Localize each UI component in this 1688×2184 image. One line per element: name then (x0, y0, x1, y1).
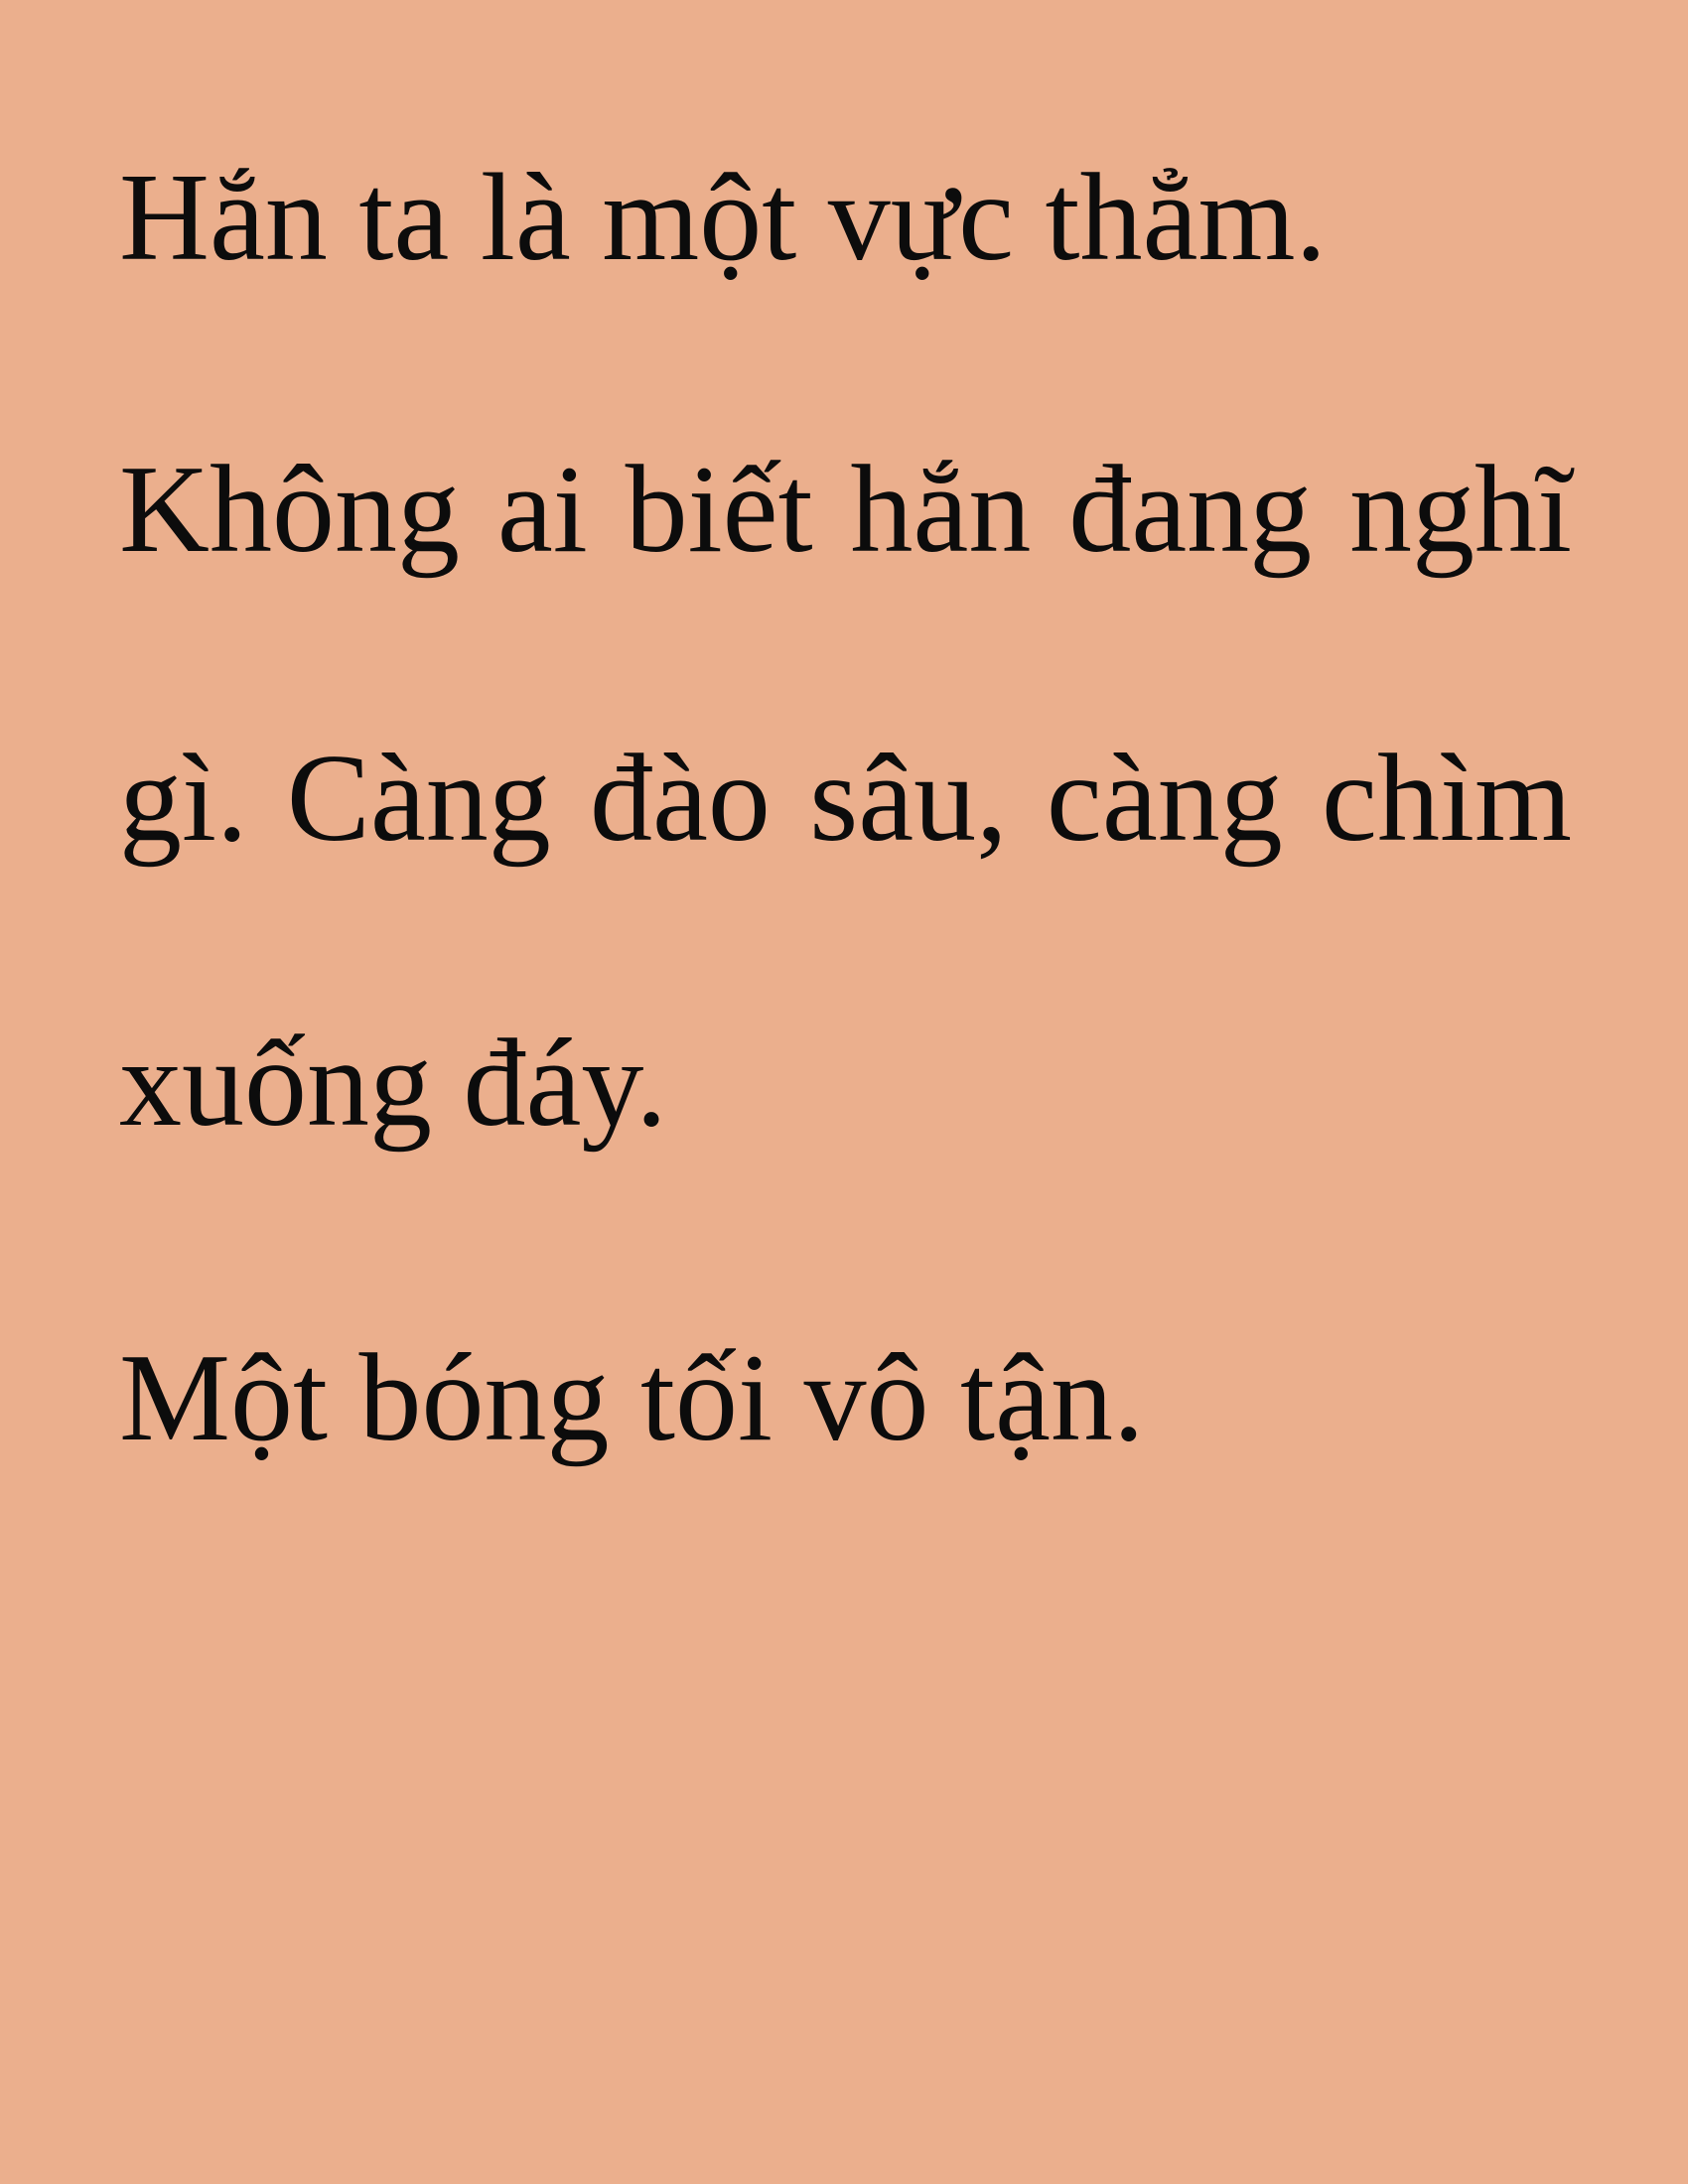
paragraph-line: Hắn ta là một vực thẳm. (119, 149, 1327, 287)
paragraph-line: Một bóng tối vô tận. (119, 1329, 1145, 1467)
paragraph-line: gì. Càng đào sâu, càng chìm (119, 730, 1572, 868)
paragraph-line: xuống đáy. (119, 1015, 667, 1153)
paragraph-line: Không ai biết hắn đang nghĩ (119, 441, 1572, 579)
